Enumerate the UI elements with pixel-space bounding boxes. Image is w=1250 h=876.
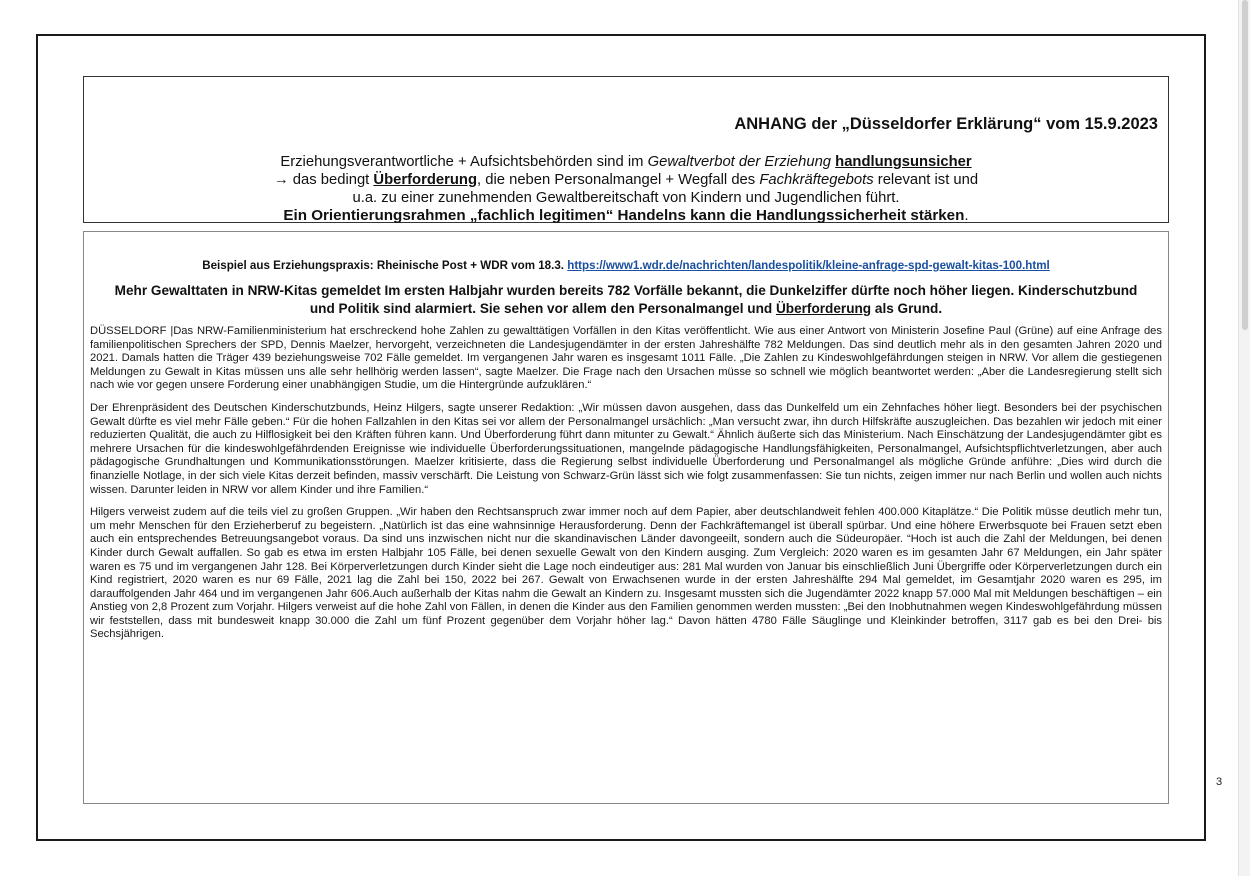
vertical-scrollbar[interactable] bbox=[1238, 0, 1250, 876]
article-paragraph-3: Hilgers verweist zudem auf die teils viel zu großen Gruppen. „Wir haben den Rechtsanspruch zwar immer noch auf dem Papier, aber deutschlandweit fehlen 400.000 Kitaplätze.“ Die Politik müsse deutlich mehr tun, um mehr Menschen für den Erzieherberuf zu begeistern. „Natürlich ist das eine wahnsinnige Herausforderung. Denn der Fachkräftemangel ist überall spürbar. Und eine höhere Erwerbsquote bei Frauen setzt eben auch ein entsprechendes Betreuungsangebot voraus. Da sind uns inzwischen nicht nur die skandinavischen Länder davongeeilt, sondern auch die Südeuropäer. “Hoch ist auch die Zahl der Meldungen, bei denen Kinder durch Gewalt auffallen. So gab es etwa im ersten Halbjahr 105 Fälle, bei denen sexuelle Gewalt von den Kindern ausging. Zum Vergleich: 2020 waren es im gesamten Jahr 67 Meldungen, ein Jahr später waren es 75 und im vergangenen Jahr 128. Bei Körperverletzungen durch Kinder sieht die Lage noch eindeutiger aus: 281 Mal wurden von Januar bis einschließlich Juni Übergriffe oder Körperverletzungen durch ein Kind registriert, 2020 waren es nur 69 Fälle, 2021 lag die Zahl bei 150, 2022 bei 267. Gewalt von Erwachsenen wurde in der ersten Jahreshälfte 294 Mal gemeldet, im Gesamtjahr 2020 waren es 295, im darauffolgenden Jahr 464 und im vergangenen Jahr 606.Auch außerhalb der Kitas nahm die Gewalt an Kindern zu. Insgesamt mussten sich die Jugendämter 2022 knapp 57.000 Mal mit Meldungen beschäftigen – ein Anstieg von 2,8 Prozent zum Vorjahr. Hilgers verweist auf die hohe Zahl von Fällen, in denen die Kinder aus den Familien genommen werden mussten: „Bei den Inobhutnahmen wegen Kindeswohlgefährdung müssen wir feststellen, dass mit bundesweit knapp 30.000 die Zahl um fünf Prozent gegenüber dem Vorjahr höher lag.“ Davon hätten 4780 Fälle Säuglinge und Kleinkinder betroffen, 3117 gab es bei den Drei- bis Sechsjährigen. bbox=[90, 506, 1162, 641]
header-line-2: → das bedingt Überforderung, die neben Personalmangel + Wegfall des Fachkräftegebots relevant ist und bbox=[273, 172, 979, 188]
article-headline: Mehr Gewalttaten in NRW-Kitas gemeldet Im ersten Halbjahr wurden bereits 782 Vorfälle bekannt, die Dunkelziffer dürfte noch höher liegen. Kinderschutzbund und Politik sind alarmiert. Sie sehen vor allem den Personalmangel und Überforderung als Grund. bbox=[114, 283, 1138, 316]
article-body bbox=[90, 325, 1162, 651]
article-box bbox=[83, 231, 1169, 804]
scrollbar-thumb[interactable] bbox=[1242, 0, 1248, 330]
header-line-1: Erziehungsverantwortliche + Aufsichtsbehörden sind im Gewaltverbot der Erziehung handlungsunsicher bbox=[280, 154, 972, 170]
article-source: Beispiel aus Erziehungspraxis: Rheinische Post + WDR vom 18.3. https://www1.wdr.de/nachrichten/landespolitik/kleine-anfrage-spd-gewalt-kitas-100.html bbox=[202, 259, 1050, 272]
header-line-3: u.a. zu einer zunehmenden Gewaltbereitschaft von Kindern und Jugendlichen führt. bbox=[352, 190, 900, 206]
header-statement bbox=[84, 153, 1168, 225]
source-link[interactable]: https://www1.wdr.de/nachrichten/landespolitik/kleine-anfrage-spd-gewalt-kitas-100.html bbox=[567, 259, 1050, 272]
article-paragraph-1: DÜSSELDORF |Das NRW-Familienministerium hat erschreckend hohe Zahlen zu gewalttätigen Vorfällen in den Kitas veröffentlicht. Wie aus einer Antwort von Ministerin Josefine Paul (Grüne) auf eine Anfrage des familienpolitischen Sprechers der SPD, Dennis Maelzer, hervorgeht, verzeichneten die Landesjugendämter in der ersten Jahreshälfte 782 Meldungen. Das sind deutlich mehr als in den gesamten Jahren 2020 und 2021. Damals hatten die Träger 439 beziehungsweise 702 Fälle gemeldet. Im vergangenen Jahr waren es insgesamt 1011 Fälle. „Die Zahlen zu Kindeswohlgefährdungen steigen in NRW. Vor allem die gestiegenen Meldungen zu Gewalt in Kitas müssen uns alle sehr hellhörig werden lassen“, sagte Maelzer. Die Frage nach den Ursachen müsse so schnell wie möglich beantwortet werden: „Aber die Landesregierung stellt sich nach wie vor gegen unsere Forderung einer unabhängigen Studie, um die Hintergründe aufzuklären.“ bbox=[90, 325, 1162, 392]
article-paragraph-2: Der Ehrenpräsident des Deutschen Kinderschutzbunds, Heinz Hilgers, sagte unserer Redaktion: „Wir müssen davon ausgehen, dass das Dunkelfeld um ein Zehnfaches höher liegt. Besonders bei der psychischen Gewalt dürfte es viel mehr Fälle geben.“ Für die hohen Fallzahlen in den Kitas sei vor allem der Personalmangel ursächlich: „Man versucht zwar, ihn durch Hilfskräfte auszugleichen. Das bezahlen wir jedoch mit einer reduzierten Qualität, die auch zu Hilflosigkeit bei den Kräften führen kann. Und Überforderung führt dann mitunter zu Gewalt.“ Ähnlich äußerte sich das Ministerium. Nach Einschätzung der Landesjugendämter gibt es mehrere Ursachen für die kindeswohlgefährdenden Ereignisse wie individuelle Überforderungssituationen, mangelnde pädagogische Handlungsfähigkeiten, Personalmangel, Aufsichtspflichtverletzungen, aber auch pädagogische Grundhaltungen und Kommunikationsstörungen. Maelzer kritisierte, dass die Regierung selbst individuelle Überforderung und Personalmangel als mögliche Gründe anführe: „Dies wird durch die finanzielle Notlage, in der sich viele Kitas derzeit befinden, massiv verschärft. Die Leistung von Schwarz-Grün lässt sich wie folgt zusammenfassen: Sie tun nichts, zeigen immer nur nach Berlin und wollen auch nichts wissen. Darunter leiden in NRW vor allem Kinder und ihre Familien.“ bbox=[90, 401, 1162, 496]
page-number: 3 bbox=[1216, 776, 1223, 788]
header-line-4: Ein Orientierungsrahmen „fachlich legitimen“ Handelns kann die Handlungssicherheit stärken. bbox=[283, 207, 969, 224]
header-box bbox=[83, 76, 1169, 223]
document-page bbox=[36, 34, 1223, 841]
document-title: ANHANG der „Düsseldorfer Erklärung“ vom 15.9.2023 bbox=[734, 115, 1158, 133]
